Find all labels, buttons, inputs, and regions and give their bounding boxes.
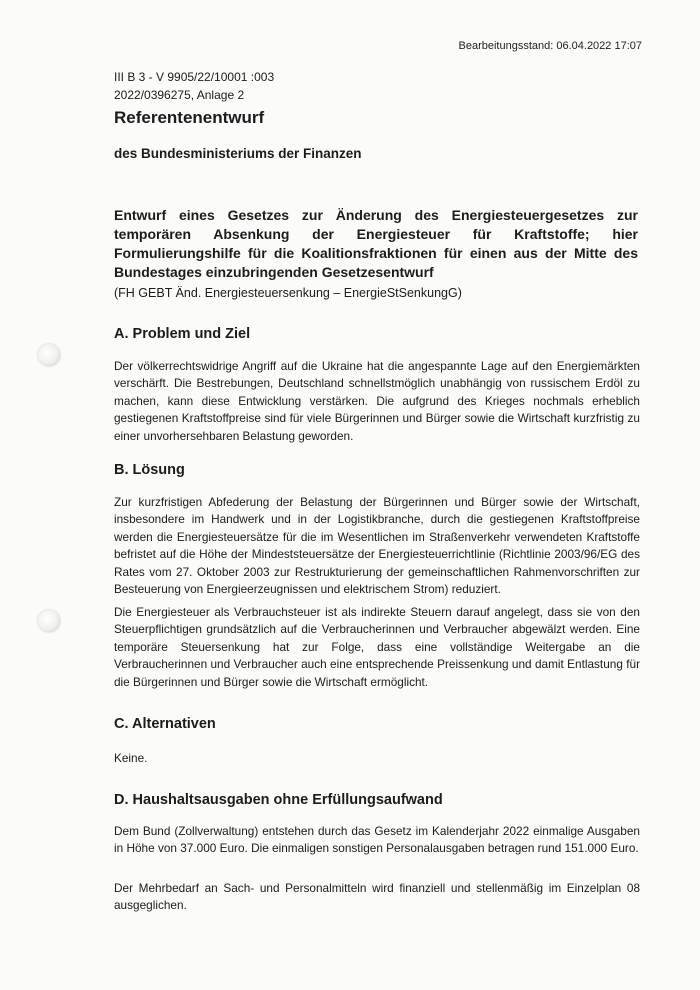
section-d-heading: D. Haushaltsausgaben ohne Erfüllungsaufwand — [114, 792, 443, 808]
section-a-paragraph: Der völkerrechtswidrige Angriff auf die Ukraine hat die angespannte Lage auf den Energiemärkten verschärft. Die Bestrebungen, Deutschland schnellstmöglich unabhängig von russischem Erdöl zu machen, kann diese Entwicklung verstärken. Die aufgrund des Krieges nochmals erheblich gestiegenen Kraftstoffpreise sind für viele Bürgerinnen und Bürger sowie die Wirtschaft kurzfristig zu einer unvorhersehbaren Belastung geworden. — [114, 359, 640, 443]
short-title: (FH GEBT Änd. Energiesteuersenkung – EnergieStSenkungG) — [114, 286, 462, 300]
section-c-heading: C. Alternativen — [114, 716, 216, 732]
document-title: Referentenentwurf — [114, 108, 265, 127]
section-b-paragraph-2: Die Energiesteuer als Verbrauchsteuer ist als indirekte Steuern darauf angelegt, dass sie von den Steuerpflichtigen grundsätzlich auf die Verbraucherinnen und Verbraucher abgewälzt werden. Eine temporäre Steuersenkung hat zur Folge, dass eine vollständige Weitergabe an die Verbraucherinnen und Verbraucher auch eine entsprechende Preissenkung und damit Entlastung für die Bürgerinnen und Bürger sowie die Wirtschaft ermöglicht. — [114, 605, 640, 689]
section-d-paragraph-1: Dem Bund (Zollverwaltung) entstehen durch das Gesetz im Kalenderjahr 2022 einmalige Ausgaben in Höhe von 37.000 Euro. Die einmaligen sonstigen Personalausgaben betragen rund 151.000 Euro. — [114, 824, 640, 856]
punch-hole-bottom — [38, 610, 60, 632]
section-c-paragraph: Keine. — [114, 751, 148, 765]
edit-status: Bearbeitungsstand: 06.04.2022 17:07 — [458, 40, 642, 52]
reference-number: III B 3 - V 9905/22/10001 :003 — [114, 70, 275, 84]
section-d-paragraph-2: Der Mehrbedarf an Sach- und Personalmitteln wird finanziell und stellenmäßig im Einzelplan 08 ausgeglichen. — [114, 881, 640, 913]
section-b-paragraph-1: Zur kurzfristigen Abfederung der Belastung der Bürgerinnen und Bürger sowie der Wirtschaft, insbesondere im Handwerk und in der Logistikbranche, durch die gestiegenen Kraftstoffpreise werden die Energiesteuersätze für die im Wesentlichen im Straßenverkehr verwendeten Kraftstoffe befristet auf die Höhe der Mindeststeuersätze der Energiesteuerrichtlinie (Richtlinie 2003/96/EG des Rates vom 27. Oktober 2003 zur Restrukturierung der gemeinschaftlichen Rahmenvorschriften zur Besteuerung von Energieerzeugnissen und elektrischem Strom) reduziert. — [114, 495, 640, 597]
reference-block — [114, 68, 274, 104]
draft-title: Entwurf eines Gesetzes zur Änderung des Energiesteuergesetzes zur temporären Absenkung der Energiesteuer für Kraftstoffe; hier Formulierungshilfe für die Koalitionsfraktionen für einen aus der Mitte des Bundestages einzubringenden Gesetzesentwurf — [114, 207, 638, 280]
reference-attachment: 2022/0396275, Anlage 2 — [114, 88, 245, 102]
section-a-heading: A. Problem und Ziel — [114, 326, 251, 342]
punch-hole-top — [38, 344, 60, 366]
section-b-heading: B. Lösung — [114, 462, 185, 478]
ministry-name: des Bundesministeriums der Finanzen — [114, 146, 362, 161]
